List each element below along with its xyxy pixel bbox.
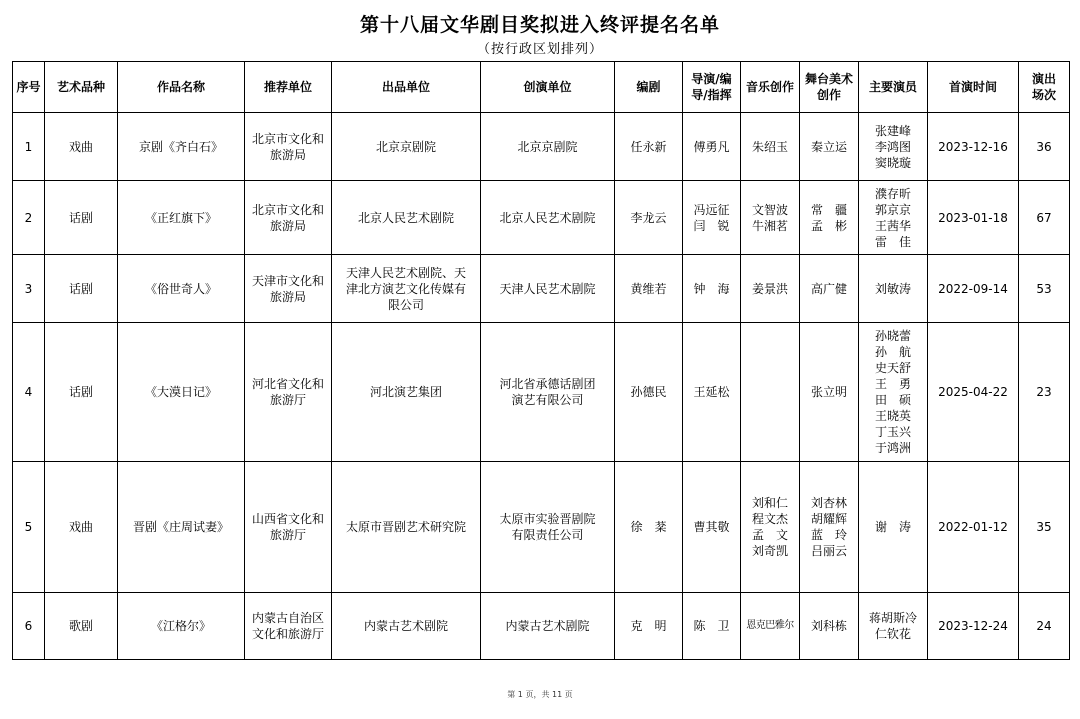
cell-director: 王延松 (683, 323, 741, 462)
cell-no: 4 (13, 323, 45, 462)
col-header-category: 艺术品种 (45, 62, 118, 113)
cell-premiere: 2022-09-14 (928, 255, 1019, 323)
cell-playwright: 徐 棻 (615, 462, 683, 593)
cell-work: 京剧《齐白石》 (118, 113, 245, 181)
table-row (13, 113, 1070, 181)
cell-actors: 孙晓蕾 孙 航 史天舒 王 勇 田 硕 王晓英 丁玉兴 于鸿洲 (859, 323, 928, 462)
table-row (13, 181, 1070, 255)
cell-shows: 36 (1019, 113, 1070, 181)
cell-category: 戏曲 (45, 113, 118, 181)
cell-producer: 河北演艺集团 (332, 323, 481, 462)
cell-recommender: 北京市文化和 旅游局 (245, 113, 332, 181)
cell-actors: 蒋胡斯冷 仁钦花 (859, 593, 928, 660)
cell-music (741, 323, 800, 462)
cell-category: 话剧 (45, 255, 118, 323)
cell-stage-art: 秦立运 (800, 113, 859, 181)
cell-premiere: 2022-01-12 (928, 462, 1019, 593)
cell-work: 《大漠日记》 (118, 323, 245, 462)
cell-director: 冯远征 闫 锐 (683, 181, 741, 255)
cell-no: 6 (13, 593, 45, 660)
cell-category: 歌剧 (45, 593, 118, 660)
col-header-music: 音乐创作 (741, 62, 800, 113)
cell-actors: 濮存昕 郭京京 王茜华 雷 佳 (859, 181, 928, 255)
table-row (13, 462, 1070, 593)
cell-premiere: 2023-12-24 (928, 593, 1019, 660)
col-header-work: 作品名称 (118, 62, 245, 113)
cell-no: 1 (13, 113, 45, 181)
col-header-creator: 创演单位 (481, 62, 615, 113)
page-footer: 第 1 页，共 11 页 (507, 690, 573, 699)
table-header-row (13, 62, 1070, 113)
cell-creator: 北京人民艺术剧院 (481, 181, 615, 255)
col-header-playwright: 编剧 (615, 62, 683, 113)
cell-stage-art: 张立明 (800, 323, 859, 462)
col-header-director: 导演/编 导/指挥 (683, 62, 741, 113)
cell-shows: 35 (1019, 462, 1070, 593)
cell-shows: 53 (1019, 255, 1070, 323)
cell-work: 晋剧《庄周试妻》 (118, 462, 245, 593)
col-header-premiere: 首演时间 (928, 62, 1019, 113)
cell-director: 钟 海 (683, 255, 741, 323)
cell-music: 文智波 牛湘茗 (741, 181, 800, 255)
cell-stage-art: 刘杏林 胡耀辉 蓝 玲 吕丽云 (800, 462, 859, 593)
cell-stage-art: 高广健 (800, 255, 859, 323)
cell-creator: 天津人民艺术剧院 (481, 255, 615, 323)
cell-premiere: 2023-01-18 (928, 181, 1019, 255)
cell-creator: 北京京剧院 (481, 113, 615, 181)
cell-recommender: 河北省文化和 旅游厅 (245, 323, 332, 462)
cell-producer: 北京京剧院 (332, 113, 481, 181)
cell-creator: 河北省承德话剧团 演艺有限公司 (481, 323, 615, 462)
cell-no: 3 (13, 255, 45, 323)
cell-recommender: 北京市文化和 旅游局 (245, 181, 332, 255)
cell-premiere: 2025-04-22 (928, 323, 1019, 462)
table-row (13, 323, 1070, 462)
cell-playwright: 李龙云 (615, 181, 683, 255)
cell-shows: 67 (1019, 181, 1070, 255)
page-title: 第十八届文华剧目奖拟进入终评提名名单 (359, 14, 720, 36)
cell-stage-art: 常 疆 孟 彬 (800, 181, 859, 255)
nomination-table (12, 61, 1070, 660)
cell-music: 刘和仁 程文杰 孟 文 刘奇凯 (741, 462, 800, 593)
col-header-recommender: 推荐单位 (245, 62, 332, 113)
cell-producer: 天津人民艺术剧院、天 津北方演艺文化传媒有 限公司 (332, 255, 481, 323)
cell-category: 话剧 (45, 181, 118, 255)
cell-playwright: 孙德民 (615, 323, 683, 462)
table-row (13, 255, 1070, 323)
cell-director: 陈 卫 (683, 593, 741, 660)
cell-actors: 刘敏涛 (859, 255, 928, 323)
cell-shows: 23 (1019, 323, 1070, 462)
table-row (13, 593, 1070, 660)
cell-shows: 24 (1019, 593, 1070, 660)
cell-recommender: 山西省文化和 旅游厅 (245, 462, 332, 593)
cell-work: 《江格尔》 (118, 593, 245, 660)
cell-creator: 内蒙古艺术剧院 (481, 593, 615, 660)
cell-actors: 张建峰 李鸿图 窦晓璇 (859, 113, 928, 181)
col-header-actors: 主要演员 (859, 62, 928, 113)
cell-producer: 太原市晋剧艺术研究院 (332, 462, 481, 593)
cell-creator: 太原市实验晋剧院 有限责任公司 (481, 462, 615, 593)
cell-premiere: 2023-12-16 (928, 113, 1019, 181)
cell-recommender: 内蒙古自治区 文化和旅游厅 (245, 593, 332, 660)
cell-music: 姜景洪 (741, 255, 800, 323)
col-header-producer: 出品单位 (332, 62, 481, 113)
cell-recommender: 天津市文化和 旅游局 (245, 255, 332, 323)
cell-playwright: 任永新 (615, 113, 683, 181)
cell-actors: 谢 涛 (859, 462, 928, 593)
cell-work: 《俗世奇人》 (118, 255, 245, 323)
cell-no: 2 (13, 181, 45, 255)
cell-no: 5 (13, 462, 45, 593)
col-header-shows: 演出 场次 (1019, 62, 1070, 113)
col-header-stage-art: 舞台美术 创作 (800, 62, 859, 113)
cell-stage-art: 刘科栋 (800, 593, 859, 660)
cell-work: 《正红旗下》 (118, 181, 245, 255)
cell-producer: 内蒙古艺术剧院 (332, 593, 481, 660)
cell-playwright: 黄维若 (615, 255, 683, 323)
col-header-no: 序号 (13, 62, 45, 113)
cell-music: 恩克巴雅尔 (741, 593, 800, 660)
cell-producer: 北京人民艺术剧院 (332, 181, 481, 255)
cell-music: 朱绍玉 (741, 113, 800, 181)
cell-director: 傅勇凡 (683, 113, 741, 181)
cell-category: 话剧 (45, 323, 118, 462)
cell-director: 曹其敬 (683, 462, 741, 593)
cell-category: 戏曲 (45, 462, 118, 593)
page-subtitle: （按行政区划排列） (476, 42, 603, 57)
cell-playwright: 克 明 (615, 593, 683, 660)
